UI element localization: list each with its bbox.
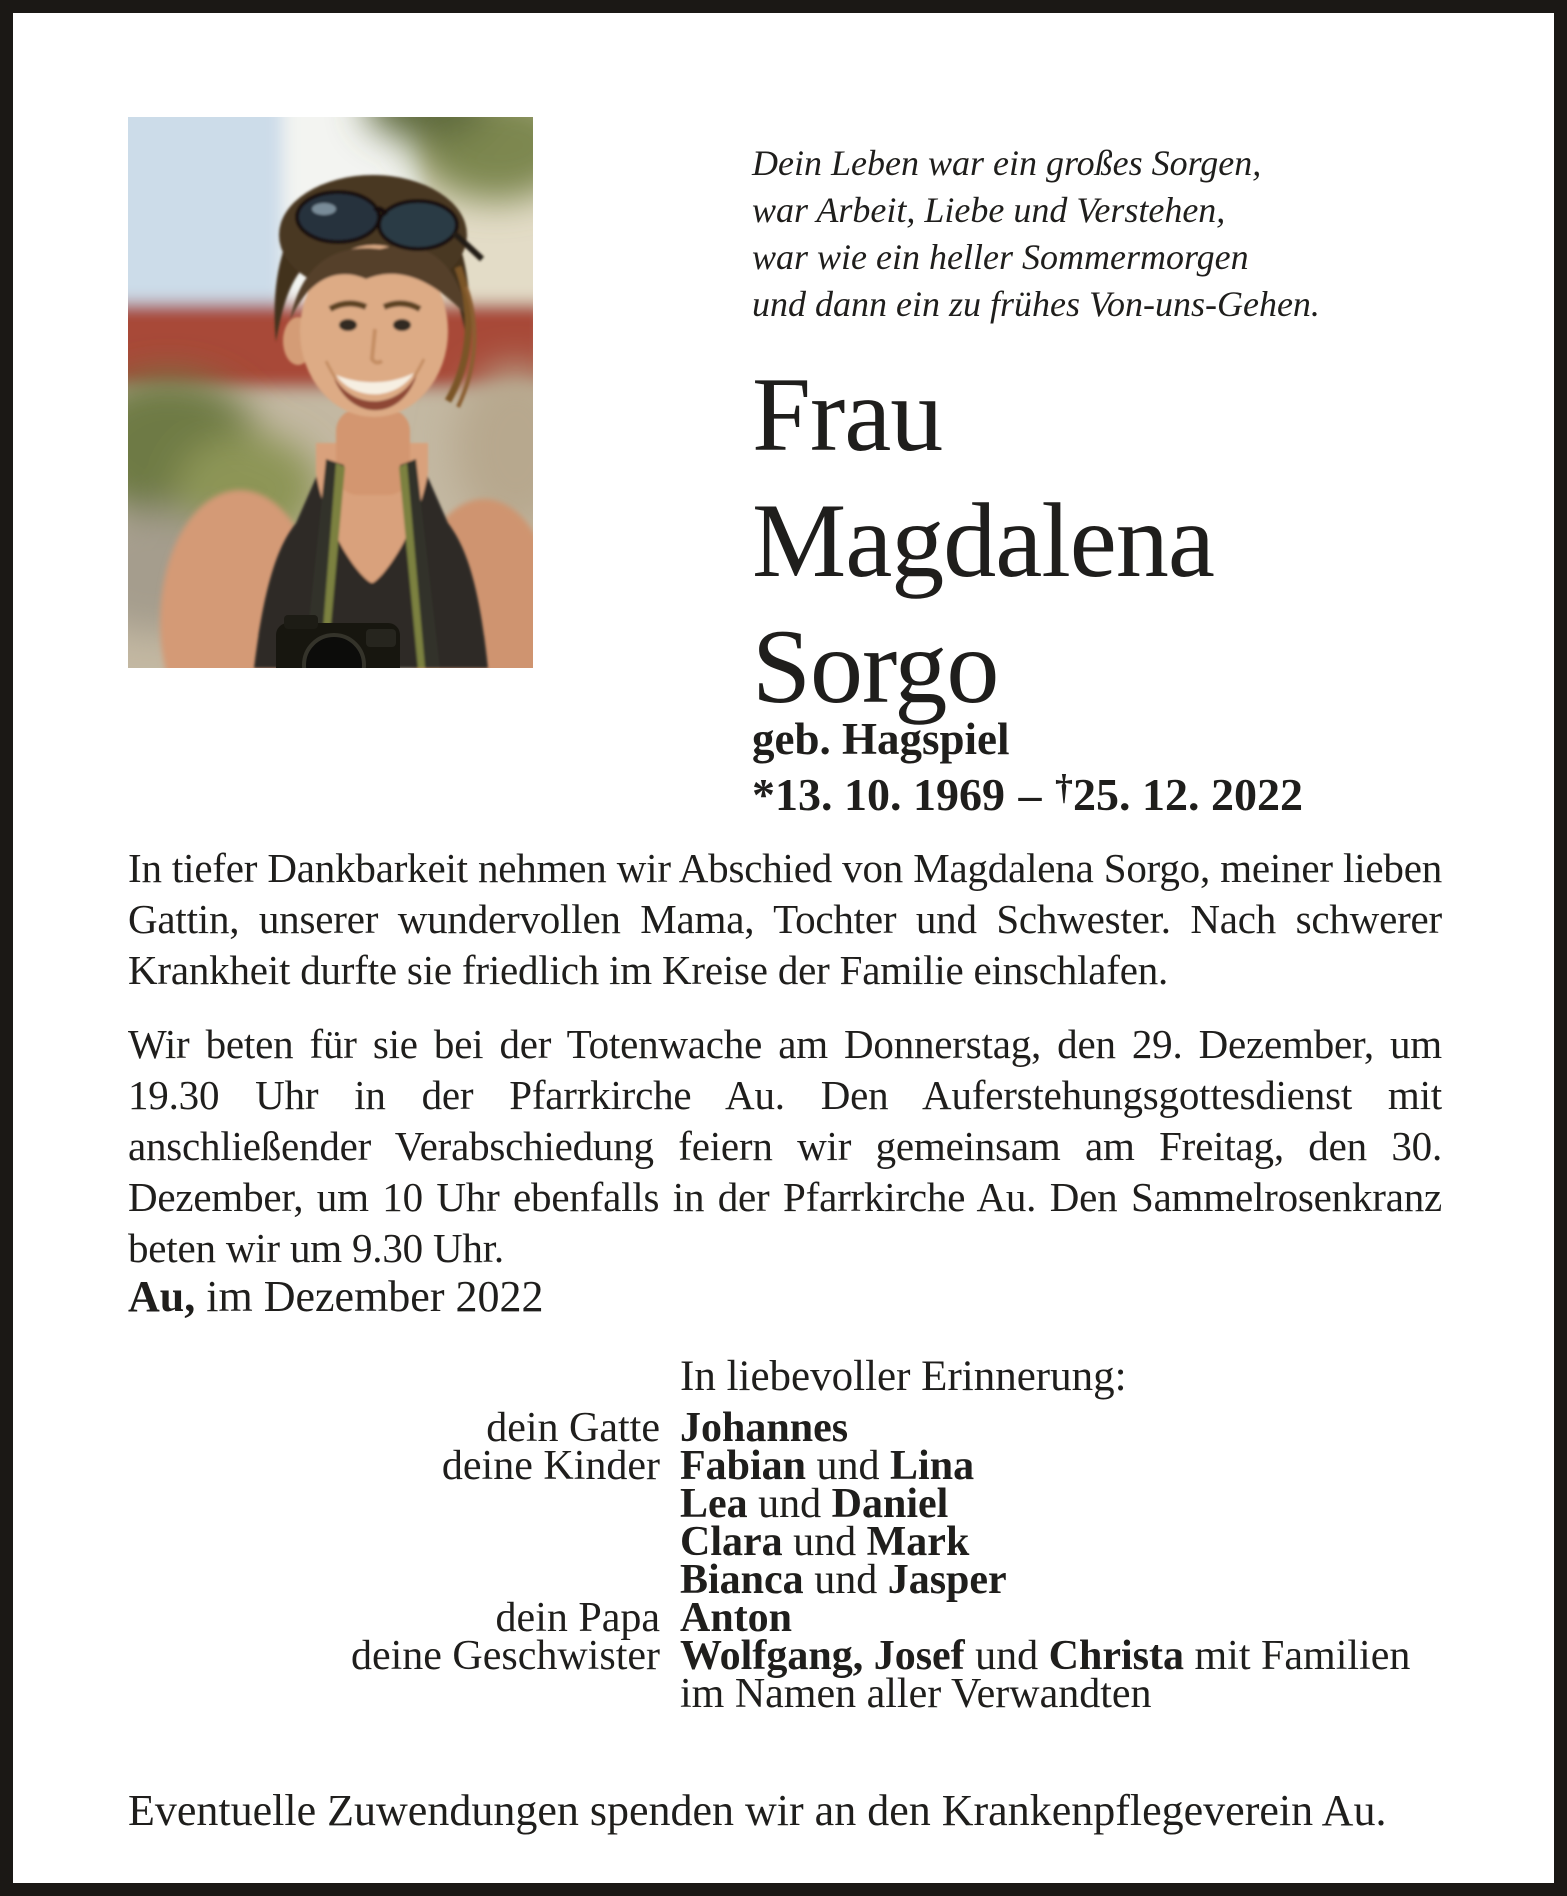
poem-line: war wie ein heller Sommermorgen (752, 237, 1249, 277)
family-member-names (680, 1405, 849, 1451)
dateline-date: im Dezember 2022 (195, 1272, 544, 1321)
memorial-poem (752, 140, 1320, 328)
family-member-name: Jasper (887, 1557, 1007, 1603)
remembrance-row (128, 1405, 1410, 1451)
relation-label (128, 1523, 660, 1561)
birth-star-symbol: * (752, 768, 775, 820)
relation-label: dein Gatte (486, 1405, 660, 1451)
family-member-name: Anton (680, 1595, 793, 1641)
remembrance-row (128, 1595, 1410, 1641)
remembrance-list (128, 1405, 1411, 1717)
connector-text: und (803, 1557, 888, 1603)
relation-label (128, 1561, 660, 1599)
family-member-name: Lina (890, 1443, 975, 1489)
relation-label: deine Geschwister (350, 1633, 660, 1679)
connector-text: und (747, 1481, 832, 1527)
deceased-name-line: Magdalena (752, 482, 1214, 599)
family-member-name: Daniel (831, 1481, 949, 1527)
life-dates (752, 762, 1303, 820)
family-member-names (680, 1481, 949, 1527)
birth-date: 13. 10. 1969 (775, 768, 1005, 820)
poem-line: und dann ein zu frühes Von-uns-Gehen. (752, 284, 1320, 324)
family-member-name: Wolfgang, Josef (680, 1633, 965, 1679)
connector-text: und (964, 1633, 1049, 1679)
deceased-name-line: Frau (752, 356, 943, 473)
obituary-paragraph: In tiefer Dankbarkeit nehmen wir Abschied von Magdalena Sorgo, meiner lieben Gattin, unserer wundervollen Mama, Tochter und Schwester. Nach schwerer Krankheit durfte sie friedlich im Kreise der Familie einschlafen. (128, 845, 1442, 993)
remembrance-row (128, 1443, 1410, 1489)
deceased-name-line: Sorgo (752, 608, 999, 725)
relation-label (128, 1485, 660, 1523)
death-date: 25. 12. 2022 (1072, 768, 1303, 820)
closing-text: im Namen aller Verwandten (680, 1671, 1152, 1717)
family-member-names (680, 1519, 970, 1565)
death-cross-symbol: † (1055, 767, 1073, 807)
family-member-name: Lea (680, 1481, 748, 1527)
dateline (128, 1271, 543, 1322)
family-member-names (680, 1557, 1007, 1603)
remembrance-row (128, 1481, 1410, 1527)
service-details-paragraph: Wir beten für sie bei der Totenwache am Donnerstag, den 29. Dezember, um 19.30 Uhr in der Pfarrkirche Au. Den Auferstehungsgottesdienst mit anschließender Verabschiedung feiern wir gemeinsam am Freitag, den 30. Dezember, um 10 Uhr ebenfalls in der Pfarrkirche Au. Den Sammelrosenkranz beten wir um 9.30 Uhr. (128, 1021, 1442, 1271)
deceased-name (752, 352, 1214, 730)
remembrance-heading: In liebevoller Erinnerung: (680, 1353, 1127, 1400)
maiden-name: geb. Hagspiel (752, 714, 1010, 764)
connector-text: und (806, 1443, 891, 1489)
family-member-names (680, 1443, 975, 1489)
family-member-name: Johannes (680, 1405, 849, 1451)
connector-text: und (782, 1519, 867, 1565)
poem-line: Dein Leben war ein großes Sorgen, (752, 143, 1262, 183)
family-member-names (680, 1671, 1152, 1717)
family-member-name: Bianca (680, 1557, 804, 1603)
poem-line: war Arbeit, Liebe und Verstehen, (752, 190, 1226, 230)
portrait-photo-illustration (128, 117, 533, 668)
remembrance-row (128, 1519, 1410, 1565)
donation-note: Eventuelle Zuwendungen spenden wir an den Krankenpflegeverein Au. (128, 1786, 1387, 1835)
remembrance-row (128, 1633, 1411, 1679)
remembrance-row (128, 1671, 1410, 1717)
family-member-name: Christa (1048, 1633, 1185, 1679)
dateline-place: Au, (128, 1272, 196, 1321)
relation-label: deine Kinder (441, 1443, 660, 1489)
family-member-names (680, 1595, 793, 1641)
connector-text: mit Familien (1184, 1633, 1411, 1679)
family-member-name: Mark (866, 1519, 970, 1565)
dates-separator: – (1018, 768, 1042, 820)
family-member-name: Fabian (680, 1443, 807, 1489)
portrait-photo (128, 117, 533, 668)
remembrance-row (128, 1557, 1410, 1603)
family-member-name: Clara (680, 1519, 783, 1565)
relation-label: dein Papa (495, 1595, 660, 1641)
relation-label (128, 1675, 660, 1713)
family-member-names (680, 1633, 1411, 1679)
